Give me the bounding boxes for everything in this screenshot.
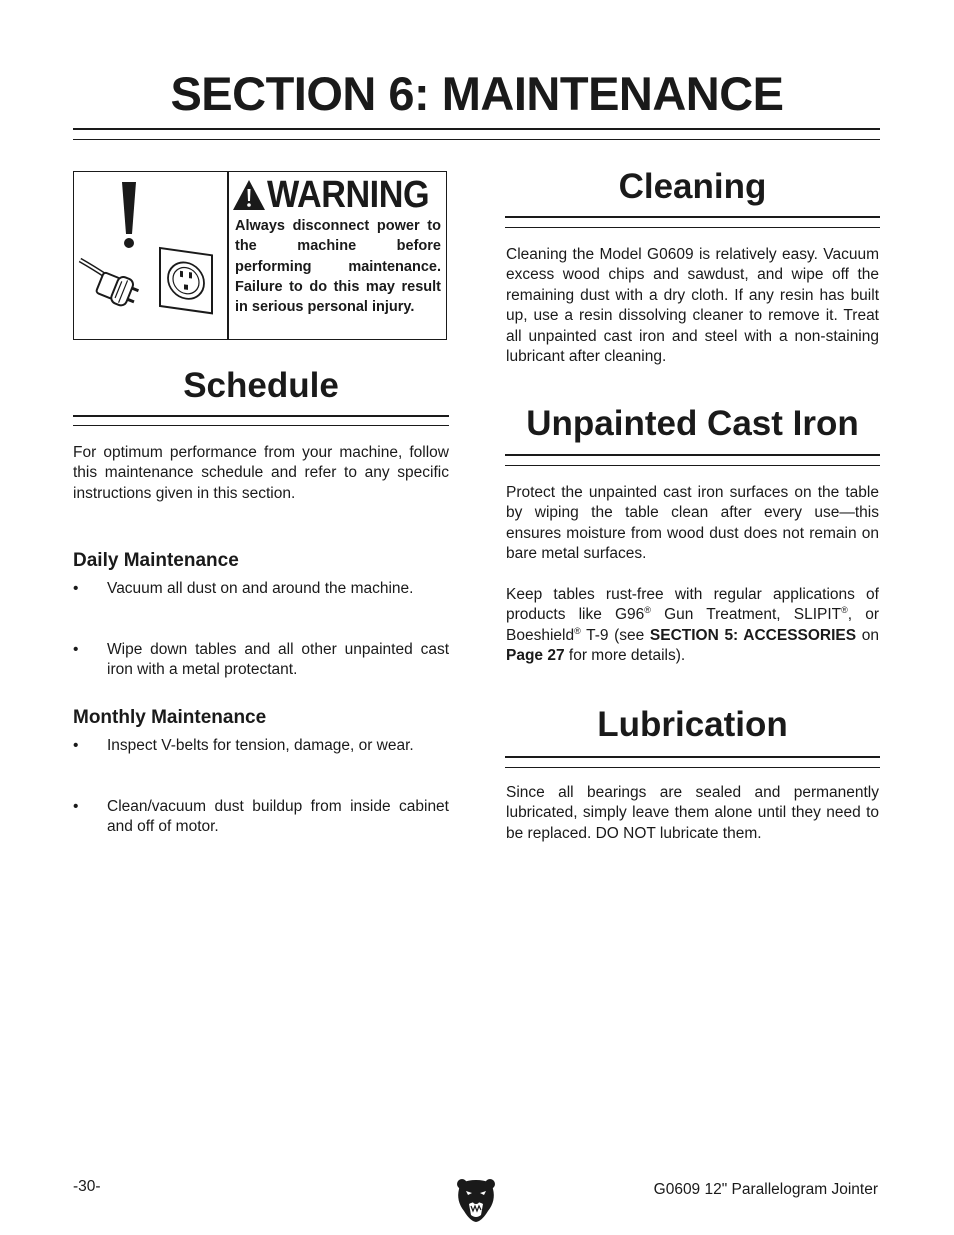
daily-maintenance-heading: Daily Maintenance — [73, 550, 239, 571]
title-rule-thin — [73, 139, 880, 140]
schedule-intro: For optimum performance from your machine, follow this maintenance schedule and refer to any specific instructions given in this section. — [73, 444, 449, 502]
warning-label: WARNING — [267, 173, 430, 216]
warning-triangle-icon — [232, 178, 266, 212]
cleaning-rule-thin — [505, 227, 880, 228]
model-name: G0609 12" Parallelogram Jointer — [653, 1181, 878, 1198]
cleaning-rule-thick — [505, 216, 880, 218]
warning-divider — [227, 172, 229, 339]
schedule-rule-thick — [73, 415, 449, 417]
cast-iron-text-2: Keep tables rust-free with regular applications of products like G96® Gun Treatment, SLIPIT®, or Boeshield® T-9 (see SECTION 5: ACCESSORIES on Page 27 for more details). — [506, 586, 880, 665]
list-item-text: Wipe down tables and all other unpainted cast iron with a metal protectant. — [107, 641, 449, 679]
cast-iron-heading: Unpainted Cast Iron — [526, 404, 859, 443]
warning-text: Always disconnect power to the machine before performing maintenance. Failure to do this may result in serious personal injury. — [235, 218, 441, 316]
warning-header — [232, 174, 447, 216]
warning-box — [73, 171, 447, 340]
lubrication-rule-thin — [505, 767, 880, 768]
page-title: SECTION 6: MAINTENANCE — [170, 67, 784, 120]
schedule-rule-thin — [73, 425, 449, 426]
list-item-text: Clean/vacuum dust buildup from inside cabinet and off of motor. — [107, 798, 449, 836]
cleaning-heading: Cleaning — [618, 167, 767, 206]
monthly-maintenance-heading: Monthly Maintenance — [73, 707, 267, 728]
list-item-text: Vacuum all dust on and around the machine. — [107, 580, 414, 597]
cast-iron-text-1: Protect the unpainted cast iron surfaces on the table by wiping the table clean after every use—this ensures moisture from wood dust does not remain on bare metal surfaces. — [506, 484, 879, 563]
unplug-power-cord-graphic — [74, 172, 227, 338]
grizzly-bear-logo-icon — [456, 1177, 496, 1223]
bullet-icon: • — [73, 737, 79, 754]
bullet-icon: • — [73, 641, 79, 658]
page-number: -30- — [73, 1178, 101, 1195]
list-item-text: Inspect V-belts for tension, damage, or wear. — [107, 737, 414, 754]
cast-iron-rule-thin — [505, 465, 880, 466]
bullet-icon: • — [73, 798, 79, 815]
lubrication-heading: Lubrication — [597, 705, 788, 744]
lubrication-rule-thick — [505, 756, 880, 758]
schedule-heading: Schedule — [183, 366, 339, 405]
title-rule-thick — [73, 128, 880, 130]
bullet-icon: • — [73, 580, 79, 597]
cleaning-text: Cleaning the Model G0609 is relatively easy. Vacuum excess wood chips and sawdust, and wipe off the remaining dust with a dry cloth. If any resin has built up, use a resin dissolving cleaner to remove it. Treat all unpainted cast iron and steel with a non-staining lubricant after cleaning. — [506, 246, 879, 366]
lubrication-text: Since all bearings are sealed and permanently lubricated, simply leave them alone until they need to be replaced. DO NOT lubricate them. — [506, 784, 879, 842]
cast-iron-rule-thick — [505, 454, 880, 456]
